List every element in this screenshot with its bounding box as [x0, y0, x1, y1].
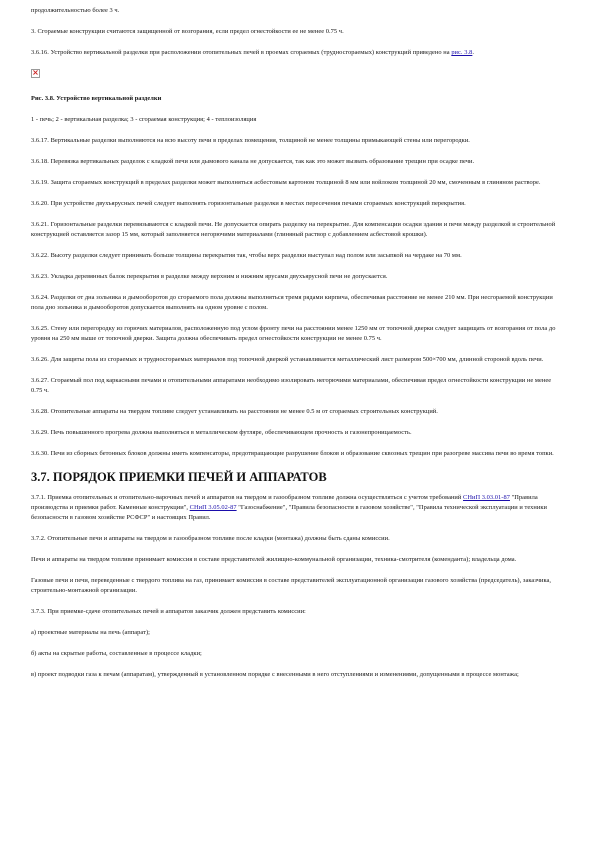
paragraph-3-6-16 [31, 48, 561, 58]
paragraph-3-6-19: 3.6.19. Защита сгораемых конструкций в пределах разделки может выполняться асбестовым картоном толщиной 8 мм или войлоком толщиной 20 мм, смоченным в глиняном растворе. [31, 179, 541, 186]
paragraph-3-6-29: 3.6.29. Печь повышенного прогрева должна выполняться в металлическом футляре, обеспечивающем прочность и газонепроницаемость. [31, 429, 412, 436]
list-item-a: а) проектные материалы на печь (аппарат); [31, 629, 150, 636]
paragraph-3-6-17: 3.6.17. Вертикальные разделки выполняются на всю высоту печи в пределах помещения, толщиной не менее толщины примыкающей стены или перегородки. [31, 137, 470, 144]
paragraph-continuation: продолжительностью более 3 ч. [31, 7, 120, 14]
broken-image-icon: × [32, 68, 39, 77]
figure-caption: Рис. 3.8. Устройство вертикальной разделки [31, 95, 162, 102]
snip-link-3-03-01[interactable]: СНиП 3.03.01-87 [463, 494, 510, 501]
paragraph-commission-gas: Газовые печи и печи, переведенные с твердого топлива на газ, принимает комиссия в составе представителей эксплуатационной организации газового хозяйства (председатель), заказчика, строительно-монтажной организации. [31, 577, 552, 594]
paragraph-tail: . [472, 49, 475, 56]
paragraph-commission-solid: Печи и аппараты на твердом топливе принимает комиссия в составе представителей жилищно-коммунальной организации, техника-смотрителя (коменданта); владельца дома. [31, 556, 517, 563]
section-heading: 3.7. ПОРЯДОК ПРИЕМКИ ПЕЧЕЙ И АППАРАТОВ [31, 470, 327, 484]
paragraph-3-6-28: 3.6.28. Отопительные аппараты на твердом топливе следует устанавливать на расстоянии не менее 0.5 м от сгораемых строительных конструкций. [31, 408, 438, 415]
paragraph-3-6-21: 3.6.21. Горизонтальные разделки перевязываются с кладкой печи. Не допускается опирать разделку на перекрытие. Для компенсации осадки здания и печи между разделкой и строительной конструкцией оставляется зазор 15 мм, который заполняется негорючими материалами (глиняный раствор с добавлением асбестовой крошки). [31, 221, 556, 238]
document-page [31, 6, 561, 691]
paragraph-text: "Правила производства и приемки работ. Каменные конструкции", [31, 494, 538, 511]
figure-link[interactable]: рис. 3.8 [451, 49, 473, 56]
paragraph-text: 3.6.16. Устройство вертикальной разделки при расположении отопительных печей в проемах сгораемых (трудносгораемых) конструкций приведено на [31, 49, 452, 56]
paragraph-note-3: 3. Сгораемые конструкции считаются защищенной от возгорания, если предел огнестойкости ее не менее 0.75 ч. [31, 28, 344, 35]
paragraph-3-7-1 [31, 493, 561, 523]
list-item-v: в) проект подводки газа к печам (аппаратам), утвержденный в установленном порядке с внесенными в него отступлениями и изменениями, допущенными в процессе монтажа; [31, 671, 519, 678]
list-item-b: б) акты на скрытые работы, составленные в процессе кладки; [31, 650, 202, 657]
paragraph-3-6-25: 3.6.25. Стену или перегородку из горючих материалов, расположенную под углом фронту печи на расстоянии менее 1250 мм от топочной дверки следует защищать от возгорания от пола до уровня на 250 мм выше от топочной дверки. Защита должна обеспечивать предел огнестойкости конструкции не менее 0.75 ч. [31, 325, 556, 342]
paragraph-3-6-30: 3.6.30. Печи из сборных бетонных блоков должны иметь компенсаторы, предотвращающие разрушение блоков и образование сквозных трещин при разогреве массива печи во время топки. [31, 450, 554, 457]
paragraph-3-6-26: 3.6.26. Для защиты пола из сгораемых и трудносгораемых материалов под топочной дверкой устанавливается металлический лист размером 500×700 мм, длинной стороной вдоль печи. [31, 356, 544, 363]
figure-legend: 1 - печь; 2 - вертикальная разделка; 3 - сгораемая конструкция; 4 - теплоизоляция [31, 116, 257, 123]
paragraph-3-6-20: 3.6.20. При устройстве двухъярусных печей следует выполнять горизонтальные разделки в местах пересечения печами сгораемых конструкций перекрытия. [31, 200, 466, 207]
paragraph-3-7-2: 3.7.2. Отопительные печи и аппараты на твердом и газообразном топливе после кладки (монтажа) должны быть сданы комиссии. [31, 535, 390, 542]
paragraph-3-6-27: 3.6.27. Сгораемый пол под каркасными печами и отопительными аппаратами необходимо изолировать негорючими материалами, обеспечивая предел огнестойкости конструкции не менее 0.75 ч. [31, 377, 552, 394]
paragraph-3-6-23: 3.6.23. Укладка деревянных балок перекрытия в разделке между верхним и нижним ярусами двухъярусной печи не допускается. [31, 273, 388, 280]
paragraph-3-6-18: 3.6.18. Перевязка вертикальных разделок с кладкой печи или дымового канала не допускается, так как это может вызвать образование трещин при осадке печи. [31, 158, 475, 165]
paragraph-text: 3.7.1. Приемка отопительных и отопительно-варочных печей и аппаратов на твердом и газообразном топливе должна осуществляться с учетом требований [31, 494, 464, 501]
snip-link-3-05-02[interactable]: СНиП 3.05.02-87 [189, 504, 237, 511]
paragraph-3-7-3: 3.7.3. При приемке-сдаче отопительных печей и аппаратов заказчик должен представить комиссии: [31, 608, 306, 615]
paragraph-3-6-22: 3.6.22. Высоту разделки следует принимать больше толщины перекрытия так, чтобы верх разделки выступал над полом или засыпкой на чердаке на 70 мм. [31, 252, 462, 259]
paragraph-3-6-24: 3.6.24. Разделки от дна зольника и дымооборотов до сгораемого пола должны выполняться тремя рядами кирпича, обеспечивая расстояние не менее 210 мм. При несгораемой конструкции пола дно зольника и дымооборотов допускается выполнять на одном уровне с полом. [31, 294, 553, 311]
paragraph-text: "Газоснабжение", "Правила безопасности в газовом хозяйстве", "Правила технической эксплуатации и техники безопасности в газовом хозяйстве РСФСР" и настоящих Правил. [31, 504, 547, 521]
